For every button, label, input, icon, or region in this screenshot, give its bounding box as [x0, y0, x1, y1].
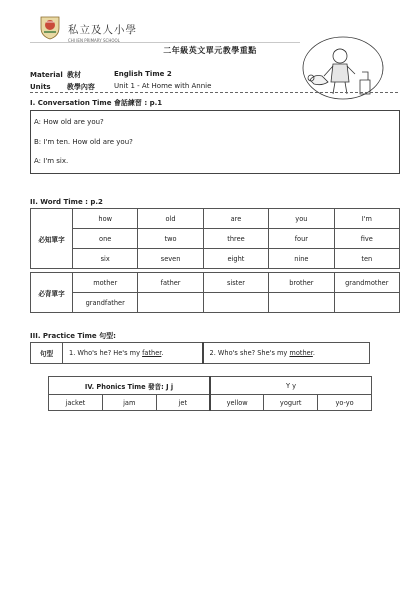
word-cell [203, 293, 268, 313]
table-row [31, 343, 370, 364]
practice-label: 句型 [31, 343, 63, 364]
word-cell [334, 293, 399, 313]
word-cell [269, 293, 334, 313]
conversation-box [30, 110, 400, 174]
meta-divider [30, 92, 398, 93]
conversation-title: I. Conversation Time 會話練習 : p.1 [30, 99, 163, 107]
must-recite-table [30, 272, 400, 313]
phonics-title: IV. Phonics Time 發音: J j [49, 377, 210, 395]
conversation-line: B: I'm ten. How old are you? [34, 138, 133, 146]
word-cell: sister [203, 273, 268, 293]
word-cell: five [334, 229, 399, 249]
word-cell: father [138, 273, 203, 293]
word-cell: you [269, 209, 334, 229]
phonics-word: jacket [49, 395, 103, 411]
school-logo [38, 14, 62, 40]
phonics-word: jet [156, 395, 210, 411]
table-row [49, 377, 372, 395]
table-row [31, 249, 400, 269]
word-cell: eight [203, 249, 268, 269]
practice-table [30, 342, 370, 364]
must-recite-label: 必背單字 [31, 273, 73, 313]
conversation-line: A: How old are you? [34, 118, 104, 126]
word-cell: I'm [334, 209, 399, 229]
word-cell: are [203, 209, 268, 229]
word-cell: six [73, 249, 138, 269]
word-cell: grandmother [334, 273, 399, 293]
word-cell: three [203, 229, 268, 249]
phonics-word: jam [102, 395, 156, 411]
word-cell: old [138, 209, 203, 229]
school-name [68, 22, 137, 43]
word-cell: seven [138, 249, 203, 269]
material-label: Material [30, 71, 63, 79]
phonics-table [48, 376, 372, 411]
phonics-word: yellow [210, 395, 264, 411]
units-value: Unit 1 - At Home with Annie [114, 82, 212, 90]
material-value: English Time 2 [114, 70, 172, 78]
practice-title: III. Practice Time 句型: [30, 332, 116, 340]
units-label-cn: 教學內容 [66, 83, 95, 91]
word-cell: two [138, 229, 203, 249]
material-label-cn: 教材 [67, 71, 81, 79]
page-title: 二年級英文單元教學重點 [163, 45, 257, 55]
must-know-table [30, 208, 400, 269]
practice-sentence-2: 2. Who's she? She's my mother. [203, 343, 370, 364]
phonics-word: yogurt [264, 395, 318, 411]
table-row [31, 273, 400, 293]
table-row [49, 395, 372, 411]
practice-sentence-1: 1. Who's he? He's my father. [63, 343, 203, 364]
header-rule [30, 42, 300, 43]
word-cell: ten [334, 249, 399, 269]
word-cell: mother [73, 273, 138, 293]
word-cell: four [269, 229, 334, 249]
word-cell: brother [269, 273, 334, 293]
table-row [31, 293, 400, 313]
word-cell: how [73, 209, 138, 229]
table-row [31, 209, 400, 229]
school-name-en: CHI JEN PRIMARY SCHOOL [68, 38, 120, 43]
word-cell [138, 293, 203, 313]
units-row [30, 82, 330, 92]
word-time-title: II. Word Time : p.2 [30, 198, 103, 206]
word-cell: nine [269, 249, 334, 269]
conversation-line: A: I'm six. [34, 157, 69, 165]
table-row [31, 229, 400, 249]
word-cell: one [73, 229, 138, 249]
word-cell: grandfather [73, 293, 138, 313]
units-label: Units [30, 83, 51, 91]
material-row [30, 70, 330, 80]
must-know-label: 必知單字 [31, 209, 73, 269]
school-name-cn: 私立及人小學 [68, 24, 137, 36]
phonics-word: yo-yo [318, 395, 372, 411]
phonics-letter-y: Y y [210, 377, 372, 395]
